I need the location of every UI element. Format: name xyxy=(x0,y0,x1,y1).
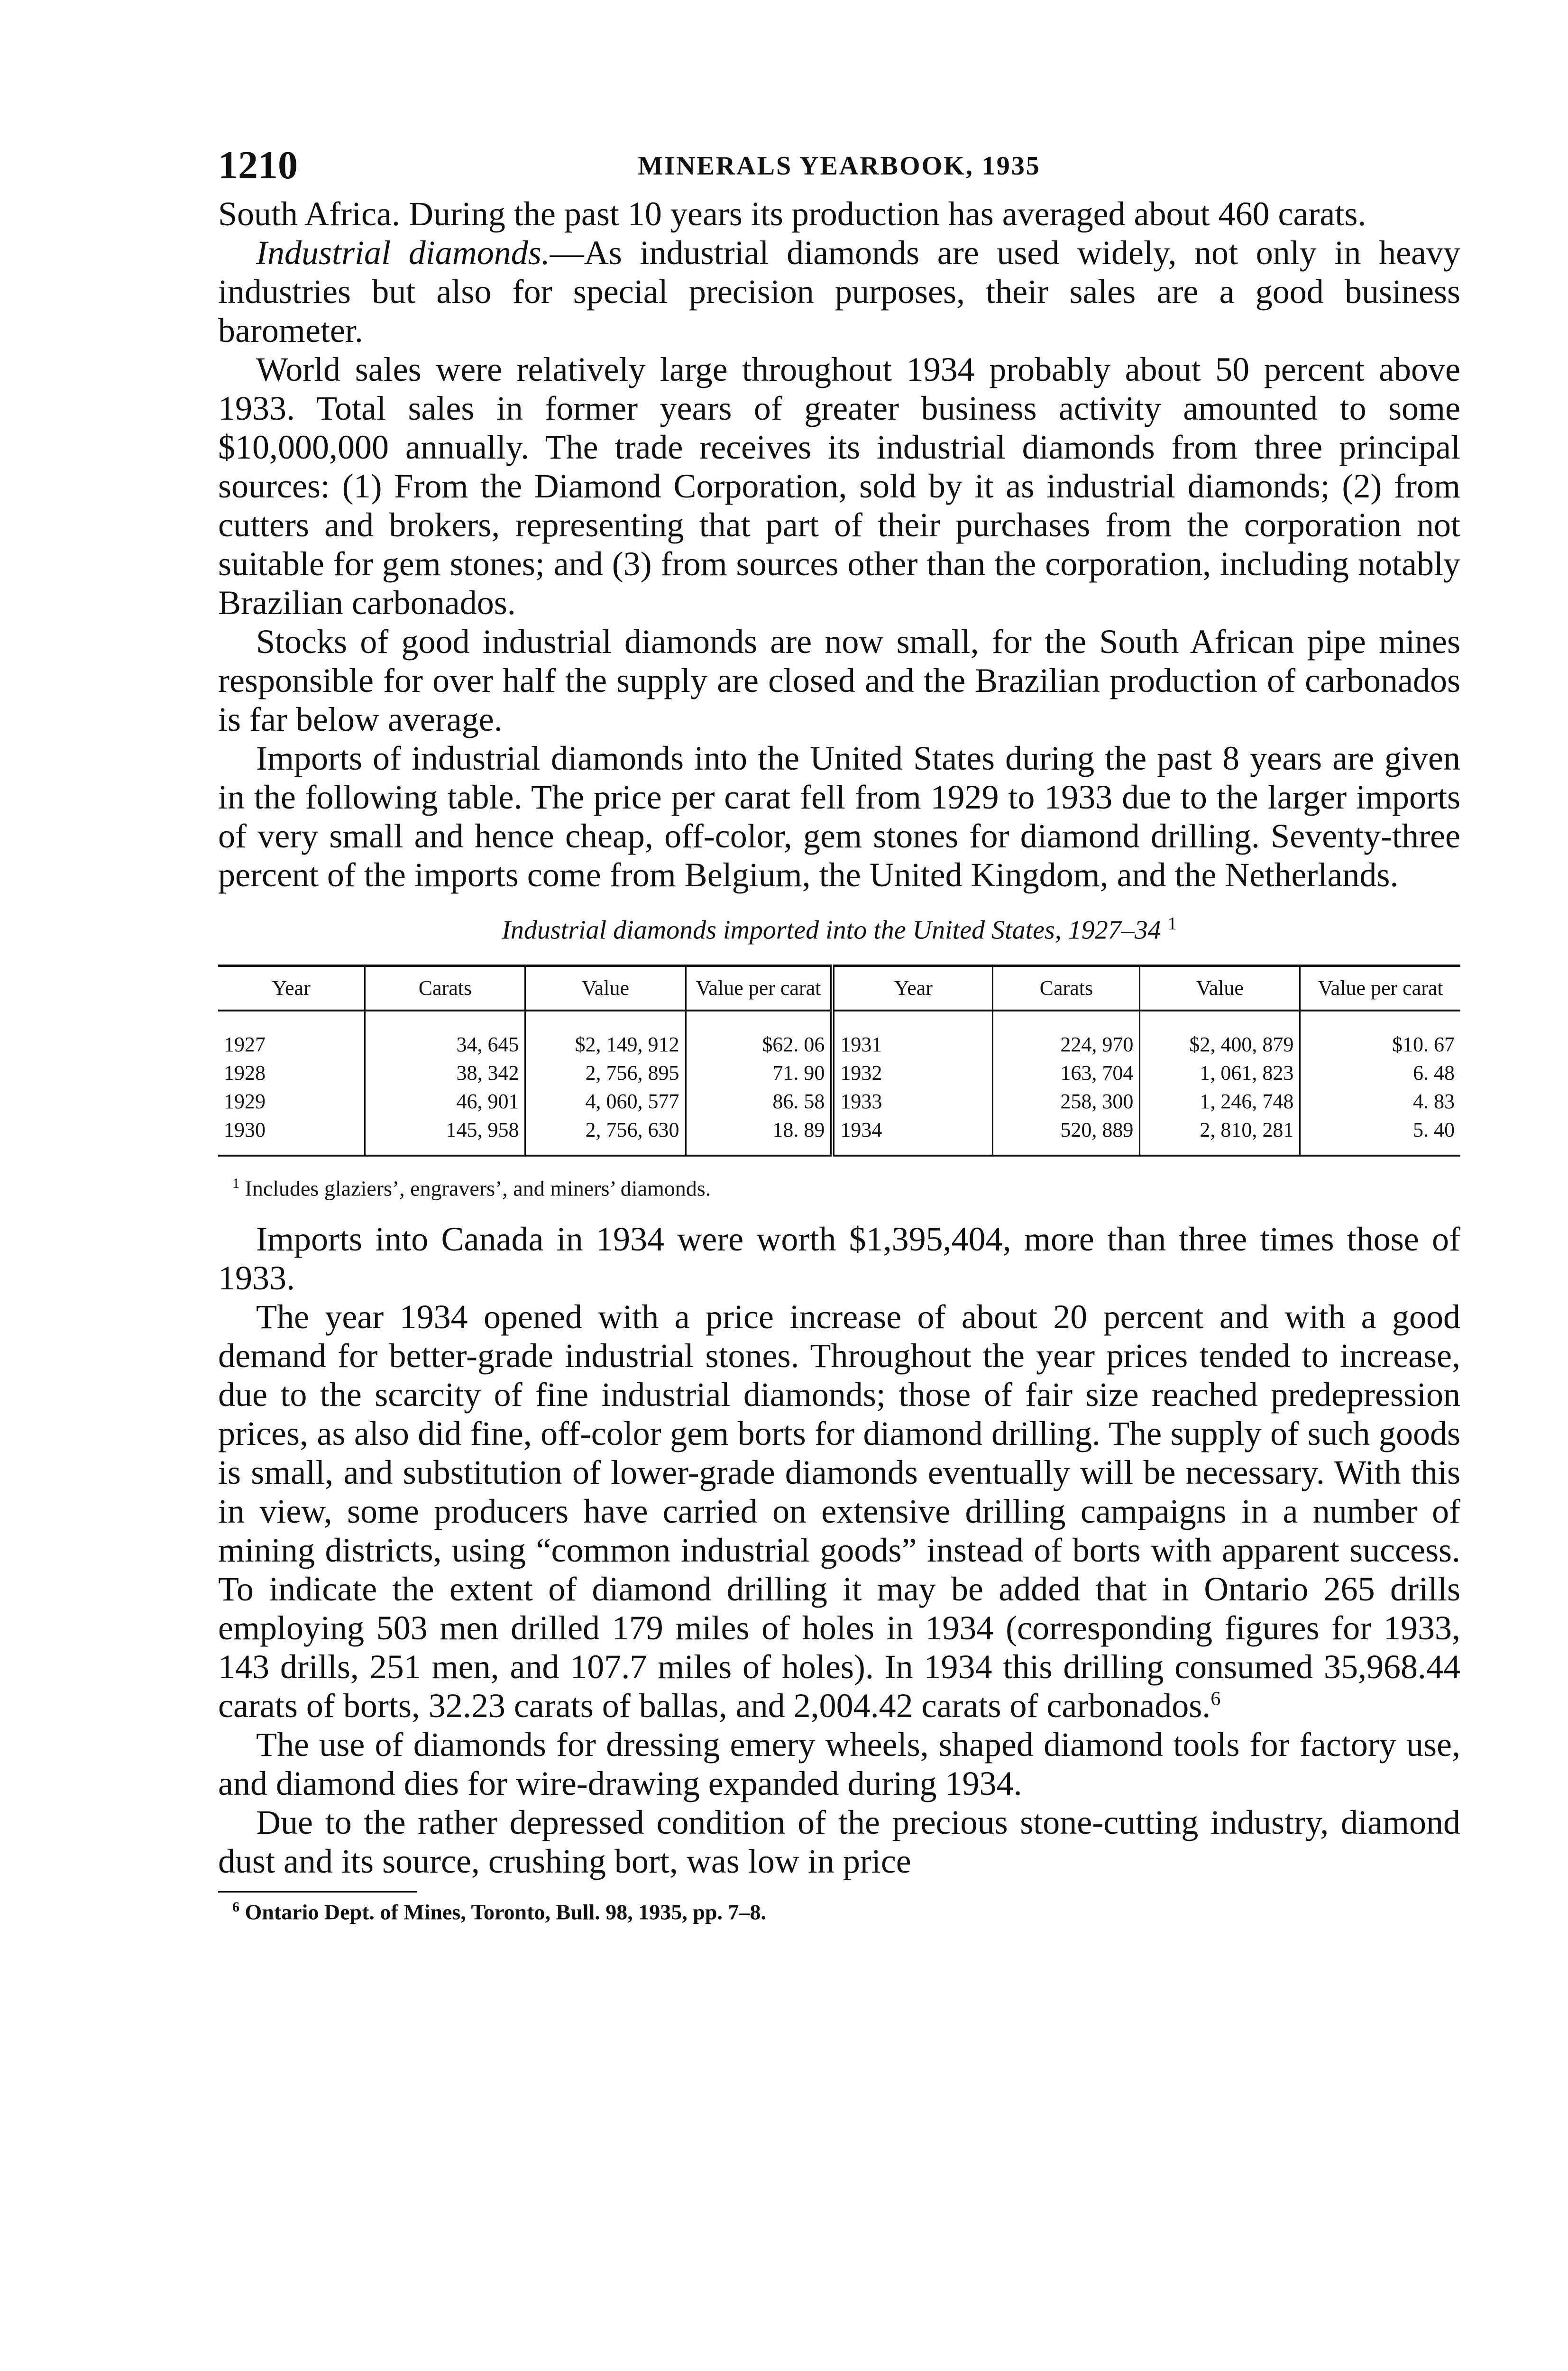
cell-carats-2: 224, 970 xyxy=(993,1030,1140,1059)
cell-value-per-carat: $62. 06 xyxy=(686,1030,833,1059)
page-footnote xyxy=(232,1899,1460,1924)
header-year: Year xyxy=(218,965,365,1011)
cell-value: 2, 756, 630 xyxy=(525,1116,686,1156)
cell-carats: 38, 342 xyxy=(365,1059,525,1087)
cell-year-2: 1932 xyxy=(833,1059,993,1087)
cell-carats: 46, 901 xyxy=(365,1087,525,1116)
page-header xyxy=(218,142,1460,194)
table-footnote xyxy=(232,1176,1460,1201)
cell-value-2: 1, 246, 748 xyxy=(1140,1087,1300,1116)
cell-value-per-carat: 18. 89 xyxy=(686,1116,833,1156)
paragraph-2 xyxy=(218,233,1460,350)
cell-value: 4, 060, 577 xyxy=(525,1087,686,1116)
table-caption xyxy=(218,913,1460,946)
table-footnote-mark: 1 xyxy=(232,1175,239,1191)
header-value: Value xyxy=(525,965,686,1011)
cell-year-2: 1934 xyxy=(833,1116,993,1156)
cell-value-per-carat: 71. 90 xyxy=(686,1059,833,1087)
table-footnote-text: Includes glaziers’, engravers’, and miners’ diamonds. xyxy=(245,1176,711,1200)
paragraph-7-body: The year 1934 opened with a price increase of about 20 percent and with a good demand for better-grade industrial stones. Throughout the year prices tended to increase, due to the scarcity of fine industrial diamonds; those of fair size reached predepression prices, as also did fine, off-color gem borts for diamond drilling. The supply of such goods is small, and substitution of lower-grade diamonds eventually will be necessary. With this in view, some producers have carried on extensive drilling campaigns in a number of mining districts, using “common industrial goods” instead of borts with apparent success. To indicate the extent of diamond drilling it may be added that in Ontario 265 drills employing 503 men drilled 179 miles of holes in 1934 (corresponding figures for 1933, 143 drills, 251 men, and 107.7 miles of holes). In 1934 this drilling consumed 35,968.44 carats of borts, 32.23 carats of ballas, and 2,004.42 carats of carbonados. xyxy=(218,1297,1460,1725)
paragraph-2-body: —As industrial diamonds are used widely, not only in heavy industries but also for special precision purposes, their sales are a good business barometer. xyxy=(218,234,1461,349)
paragraph-8: The use of diamonds for dressing emery wheels, shaped diamond tools for factory use, and diamond dies for wire-drawing expanded during 1934. xyxy=(218,1725,1460,1802)
paragraph-9: Due to the rather depressed condition of the precious stone-cutting industry, diamond dust and its source, crushing bort, was low in price xyxy=(218,1803,1460,1880)
page xyxy=(218,142,1460,1924)
table-spacer xyxy=(218,1011,1460,1030)
cell-value: $2, 149, 912 xyxy=(525,1030,686,1059)
cell-year: 1928 xyxy=(224,1061,266,1084)
page-footnote-text: Ontario Dept. of Mines, Toronto, Bull. 98, 1935, pp. 7–8. xyxy=(245,1900,766,1924)
running-head: MINERALS YEARBOOK, 1935 xyxy=(638,151,1041,181)
table-row xyxy=(218,1116,1460,1156)
header-value-2: Value xyxy=(1140,965,1300,1011)
cell-year: 1927 xyxy=(224,1032,266,1056)
header-value-per-carat-2: Value per carat xyxy=(1300,965,1460,1011)
cell-year-2: 1933 xyxy=(833,1087,993,1116)
header-carats: Carats xyxy=(365,965,525,1011)
cell-value-2: 2, 810, 281 xyxy=(1140,1116,1300,1156)
cell-carats: 145, 958 xyxy=(365,1116,525,1156)
cell-value-per-carat-2: 5. 40 xyxy=(1300,1116,1460,1156)
table-row xyxy=(218,1030,1460,1059)
cell-year-2: 1931 xyxy=(833,1030,993,1059)
header-carats-2: Carats xyxy=(993,965,1140,1011)
table-header-row xyxy=(218,965,1460,1011)
cell-value-per-carat-2: 4. 83 xyxy=(1300,1087,1460,1116)
footnote-ref-6: 6 xyxy=(1210,1688,1221,1710)
cell-carats: 34, 645 xyxy=(365,1030,525,1059)
paragraph-6: Imports into Canada in 1934 were worth $1,395,404, more than three times those of 1933. xyxy=(218,1220,1460,1297)
cell-carats-2: 163, 704 xyxy=(993,1059,1140,1087)
cell-value-per-carat-2: 6. 48 xyxy=(1300,1059,1460,1087)
paragraph-5: Imports of industrial diamonds into the United States during the past 8 years are given in the following table. The price per carat fell from 1929 to 1933 due to the larger imports of very small and hence cheap, off-color, gem stones for diamond drilling. Seventy-three percent of the imports come from Belgium, the United Kingdom, and the Netherlands. xyxy=(218,739,1460,894)
table-caption-note: 1 xyxy=(1167,914,1177,934)
section-title-industrial-diamonds: Industrial diamonds. xyxy=(256,234,550,272)
footnote-divider xyxy=(218,1891,417,1893)
header-year-2: Year xyxy=(833,965,993,1011)
cell-year: 1930 xyxy=(218,1116,365,1156)
paragraph-1: South Africa. During the past 10 years its production has averaged about 460 carats. xyxy=(218,195,1366,233)
table-caption-text: Industrial diamonds imported into the United States, 1927–34 xyxy=(502,915,1161,945)
cell-year: 1929 xyxy=(224,1089,266,1113)
cell-value: 2, 756, 895 xyxy=(525,1059,686,1087)
paragraph-4: Stocks of good industrial diamonds are now small, for the South African pipe mines responsible for over half the supply are closed and the Brazilian production of carbonados is far below average. xyxy=(218,623,1460,738)
page-number: 1210 xyxy=(218,143,298,187)
cell-value-per-carat-2: $10. 67 xyxy=(1300,1030,1460,1059)
cell-value-per-carat: 86. 58 xyxy=(686,1087,833,1116)
cell-value-2: $2, 400, 879 xyxy=(1140,1030,1300,1059)
cell-value-2: 1, 061, 823 xyxy=(1140,1059,1300,1087)
header-value-per-carat: Value per carat xyxy=(686,965,833,1011)
paragraph-7 xyxy=(218,1297,1460,1725)
paragraph-3: World sales were relatively large throughout 1934 probably about 50 percent above 1933. Total sales in former years of greater business activity amounted to some $10,000,000 annually. The trade receives its industrial diamonds from three principal sources: (1) From the Diamond Corporation, sold by it as industrial diamonds; (2) from cutters and brokers, representing that part of their purchases from the corporation not suitable for gem stones; and (3) from sources other than the corporation, including notably Brazilian carbonados. xyxy=(218,350,1460,622)
table-row xyxy=(218,1087,1460,1116)
cell-carats-2: 520, 889 xyxy=(993,1116,1140,1156)
page-footnote-mark: 6 xyxy=(232,1899,239,1915)
imports-table xyxy=(218,965,1460,1157)
cell-carats-2: 258, 300 xyxy=(993,1087,1140,1116)
table-row xyxy=(218,1059,1460,1087)
